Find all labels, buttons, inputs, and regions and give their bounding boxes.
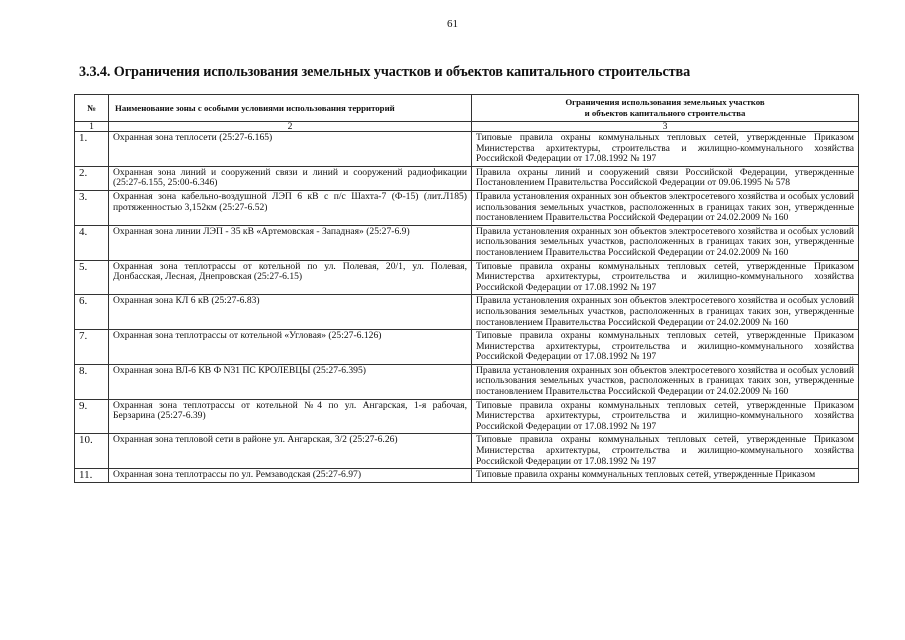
zone-restriction: Правила установления охранных зон объектов электросетевого хозяйства и особых условий использования земельных участков, расположенных в границах таких зон, утвержденные постановлением Правительства Российской Федерации от 24.02.2009 № 160 — [472, 364, 859, 399]
zone-restriction: Правила установления охранных зон объектов электросетевого хозяйства и особых условий использования земельных участков, расположенных в границах таких зон, утвержденные постановлением Правительства Российской Федерации от 24.02.2009 № 160 — [472, 295, 859, 330]
index-cell-3: 3 — [472, 122, 859, 132]
zone-name: Охранная зона теплотрассы от котельной по ул. Полевая, 20/1, ул. Полевая, Донбасская, Лесная, Днепровская (25:27-6.15) — [109, 260, 472, 295]
row-number: 9. — [75, 399, 109, 434]
index-cell-1: 1 — [75, 122, 109, 132]
zone-name: Охранная зона кабельно-воздушной ЛЭП 6 кВ с п/с Шахта-7 (Ф-15) (лит.Л185) протяженностью 3,152км (25:27-6.52) — [109, 190, 472, 225]
header-zone-name: Наименование зоны с особыми условиями использования территорий — [109, 95, 472, 122]
table-row — [75, 434, 859, 469]
row-number: 5. — [75, 260, 109, 295]
zone-restriction: Правила охраны линий и сооружений связи Российской Федерации, утвержденные Постановлением Правительства Российской Федерации от 09.06.1995 № 578 — [472, 166, 859, 190]
header-restrictions-line1: Ограничения использования земельных участков — [565, 97, 765, 108]
table-row — [75, 260, 859, 295]
table-row — [75, 399, 859, 434]
zone-restriction: Правила установления охранных зон объектов электросетевого хозяйства и особых условий использования земельных участков, расположенных в границах таких зон, утвержденные постановлением Правительства Российской Федерации от 24.02.2009 № 160 — [472, 190, 859, 225]
table-header-row — [75, 95, 859, 122]
zone-restriction: Типовые правила охраны коммунальных тепловых сетей, утвержденные Приказом Министерства архитектуры, строительства и жилищно-коммунального хозяйства Российской Федерации от 17.08.1992 № 197 — [472, 132, 859, 167]
table-row — [75, 132, 859, 167]
zone-name: Охранная зона теплосети (25:27-6.165) — [109, 132, 472, 167]
row-number: 4. — [75, 225, 109, 260]
row-number: 6. — [75, 295, 109, 330]
zone-name: Охранная зона линии ЛЭП - 35 кВ «Артемовская - Западная» (25:27-6.9) — [109, 225, 472, 260]
zone-name: Охранная зона тепловой сети в районе ул. Ангарская, 3/2 (25:27-6.26) — [109, 434, 472, 469]
zone-restriction: Типовые правила охраны коммунальных тепловых сетей, утвержденные Приказом Министерства архитектуры, строительства и жилищно-коммунального хозяйства Российской Федерации от 17.08.1992 № 197 — [472, 399, 859, 434]
table-row — [75, 225, 859, 260]
zone-name: Охранная зона теплотрассы по ул. Ремзаводская (25:27-6.97) — [109, 469, 472, 483]
table-row — [75, 364, 859, 399]
zone-name: Охранная зона теплотрассы от котельной №4 по ул. Ангарская, 1-я рабочая, Берзарина (25:27-6.39) — [109, 399, 472, 434]
header-restrictions — [472, 95, 859, 122]
zone-restriction: Типовые правила охраны коммунальных тепловых сетей, утвержденные Приказом Министерства архитектуры, строительства и жилищно-коммунального хозяйства Российской Федерации от 17.08.1992 № 197 — [472, 330, 859, 365]
row-number: 8. — [75, 364, 109, 399]
table-index-row — [75, 122, 859, 132]
zone-restriction: Типовые правила охраны коммунальных тепловых сетей, утвержденные Приказом Министерства архитектуры, строительства и жилищно-коммунального хозяйства Российской Федерации от 17.08.1992 № 197 — [472, 434, 859, 469]
zone-name: Охранная зона ВЛ-6 КВ Ф N31 ПС КРОЛЕВЦЫ (25:27-6.395) — [109, 364, 472, 399]
zone-restriction: Правила установления охранных зон объектов электросетевого хозяйства и особых условий использования земельных участков, расположенных в границах таких зон, утвержденные постановлением Правительства Российской Федерации от 24.02.2009 № 160 — [472, 225, 859, 260]
zone-name: Охранная зона теплотрассы от котельной «Угловая» (25:27-6.126) — [109, 330, 472, 365]
header-restrictions-line2: и объектов капитального строительства — [584, 108, 746, 118]
table-row — [75, 330, 859, 365]
restrictions-table — [74, 94, 859, 483]
zone-name: Охранная зона КЛ 6 кВ (25:27-6.83) — [109, 295, 472, 330]
table-row — [75, 190, 859, 225]
row-number: 11. — [75, 469, 109, 483]
header-num: № — [75, 95, 109, 122]
table-row — [75, 295, 859, 330]
zone-restriction: Типовые правила охраны коммунальных тепловых сетей, утвержденные Приказом Министерства архитектуры, строительства и жилищно-коммунального хозяйства Российской Федерации от 17.08.1992 № 197 — [472, 260, 859, 295]
row-number: 1. — [75, 132, 109, 167]
zone-name: Охранная зона линий и сооружений связи и линий и сооружений радиофикации (25:27-6.155, 25:00-6.346) — [109, 166, 472, 190]
page-number: 61 — [447, 18, 458, 30]
row-number: 7. — [75, 330, 109, 365]
row-number: 3. — [75, 190, 109, 225]
table-row — [75, 469, 859, 483]
section-title: 3.3.4. Ограничения использования земельных участков и объектов капитального строительства — [79, 64, 691, 80]
row-number: 10. — [75, 434, 109, 469]
index-cell-2: 2 — [109, 122, 472, 132]
zone-restriction: Типовые правила охраны коммунальных тепловых сетей, утвержденные Приказом — [472, 469, 859, 483]
table-row — [75, 166, 859, 190]
row-number: 2. — [75, 166, 109, 190]
